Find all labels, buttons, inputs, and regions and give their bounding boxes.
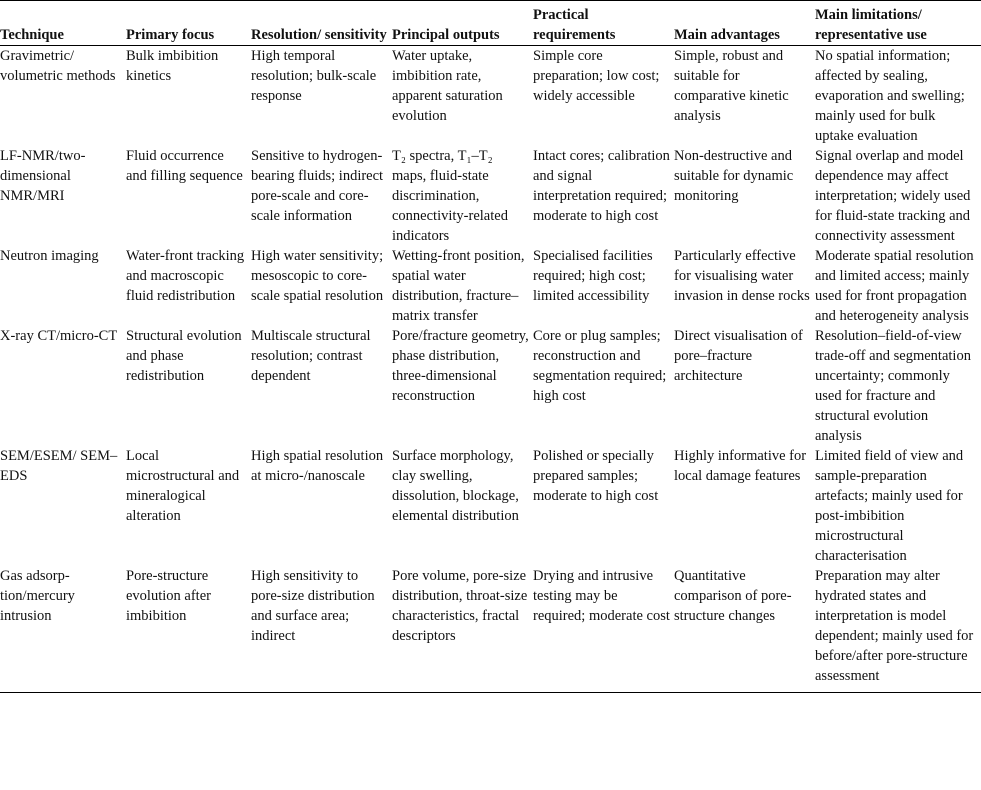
- cell-requirements: Core or plug samples; reconstruction and segmentation required; high cost: [533, 328, 667, 404]
- cell-focus: Local microstructural and mineralogical alteration: [126, 448, 240, 524]
- cell-technique: LF-NMR/two-dimensional NMR/MRI: [0, 148, 86, 204]
- table-row: [0, 446, 981, 566]
- cell-requirements: Drying and intrusive testing may be required; moderate cost: [533, 568, 670, 624]
- cell-limitations: Limited field of view and sample-preparation artefacts; mainly used for post-imbibition microstructural characterisation: [815, 448, 964, 564]
- cell-outputs: Water uptake, imbibition rate, apparent saturation evolution: [392, 48, 503, 124]
- cell-requirements: Polished or specially prepared samples; moderate to high cost: [533, 448, 659, 504]
- table-row: [0, 46, 981, 147]
- cell-requirements: Specialised facilities required; high cost; limited accessibility: [533, 248, 653, 304]
- cell-outputs: Wetting-front position, spatial water distribution, fracture–matrix transfer: [392, 248, 525, 324]
- header-primary-focus: Primary focus: [126, 27, 215, 43]
- cell-focus: Fluid occurrence and filling sequence: [126, 148, 243, 184]
- cell-limitations: Moderate spatial resolution and limited access; mainly used for front propagation and heterogeneity analysis: [815, 248, 974, 324]
- cell-focus: Structural evolution and phase redistribution: [126, 328, 242, 384]
- cell-outputs: Surface morphology, clay swelling, dissolution, blockage, elemental distribution: [392, 448, 519, 524]
- cell-technique: Gravimetric/ volumetric methods: [0, 48, 116, 84]
- cell-advantages: Simple, robust and suitable for comparative kinetic analysis: [674, 48, 789, 124]
- cell-focus: Pore-structure evolution after imbibition: [126, 568, 211, 624]
- cell-technique: Gas adsorp-tion/mercury intrusion: [0, 568, 75, 624]
- cell-outputs: Pore volume, pore-size distribution, throat-size characteristics, fractal descriptors: [392, 568, 528, 644]
- cell-limitations: Signal overlap and model dependence may affect interpretation; widely used for fluid-state tracking and connectivity assessment: [815, 148, 971, 244]
- cell-resolution: Multiscale structural resolution; contrast dependent: [251, 328, 371, 384]
- cell-requirements: Simple core preparation; low cost; widely accessible: [533, 48, 660, 104]
- cell-resolution: Sensitive to hydrogen-bearing fluids; indirect pore-scale and core-scale information: [251, 148, 384, 224]
- table-row: [0, 246, 981, 326]
- cell-resolution: High spatial resolution at micro-/nanoscale: [251, 448, 384, 484]
- table-header: [0, 1, 981, 46]
- header-row: [0, 1, 981, 46]
- cell-advantages: Quantitative comparison of pore-structure changes: [674, 568, 792, 624]
- cell-technique: Neutron imaging: [0, 248, 99, 264]
- header-practical-requirements: Practical requirements: [533, 7, 616, 43]
- cell-resolution: High sensitivity to pore-size distribution and surface area; indirect: [251, 568, 375, 644]
- table-row: [0, 146, 981, 246]
- cell-resolution: High temporal resolution; bulk-scale response: [251, 48, 377, 104]
- cell-requirements: Intact cores; calibration and signal interpretation required; moderate to high cost: [533, 148, 670, 224]
- cell-resolution: High water sensitivity; mesoscopic to core-scale spatial resolution: [251, 248, 384, 304]
- table-row: [0, 326, 981, 446]
- cell-focus: Bulk imbibition kinetics: [126, 48, 219, 84]
- table-row: [0, 566, 981, 693]
- cell-outputs: Pore/fracture geometry, phase distribution, three-dimensional reconstruction: [392, 328, 529, 404]
- header-main-limitations: Main limitations/ representative use: [815, 7, 927, 43]
- cell-advantages: Particularly effective for visualising water invasion in dense rocks: [674, 248, 810, 304]
- cell-limitations: No spatial information; affected by sealing, evaporation and swelling; mainly used for bulk uptake evaluation: [815, 48, 965, 144]
- table-body: [0, 46, 981, 693]
- cell-limitations: Preparation may alter hydrated states and interpretation is model dependent; mainly used for before/after pore-structure assessment: [815, 568, 974, 684]
- header-principal-outputs: Principal outputs: [392, 27, 500, 43]
- cell-advantages: Highly informative for local damage features: [674, 448, 807, 484]
- cell-outputs: T₂ spectra, T₁–T₂ maps, fluid-state discrimination, connectivity-related indicators: [392, 148, 508, 244]
- cell-advantages: Non-destructive and suitable for dynamic monitoring: [674, 148, 794, 204]
- cell-advantages: Direct visualisation of pore–fracture architecture: [674, 328, 803, 384]
- cell-limitations: Resolution–field-of-view trade-off and segmentation uncertainty; commonly used for fracture and structural evolution analysis: [815, 328, 971, 444]
- cell-technique: SEM/ESEM/ SEM–EDS: [0, 448, 118, 484]
- header-technique: Technique: [0, 27, 64, 43]
- header-resolution-sensitivity: Resolution/ sensitivity: [251, 27, 387, 43]
- header-main-advantages: Main advantages: [674, 27, 780, 43]
- cell-technique: X-ray CT/micro-CT: [0, 328, 118, 344]
- cell-focus: Water-front tracking and macroscopic fluid redistribution: [126, 248, 245, 304]
